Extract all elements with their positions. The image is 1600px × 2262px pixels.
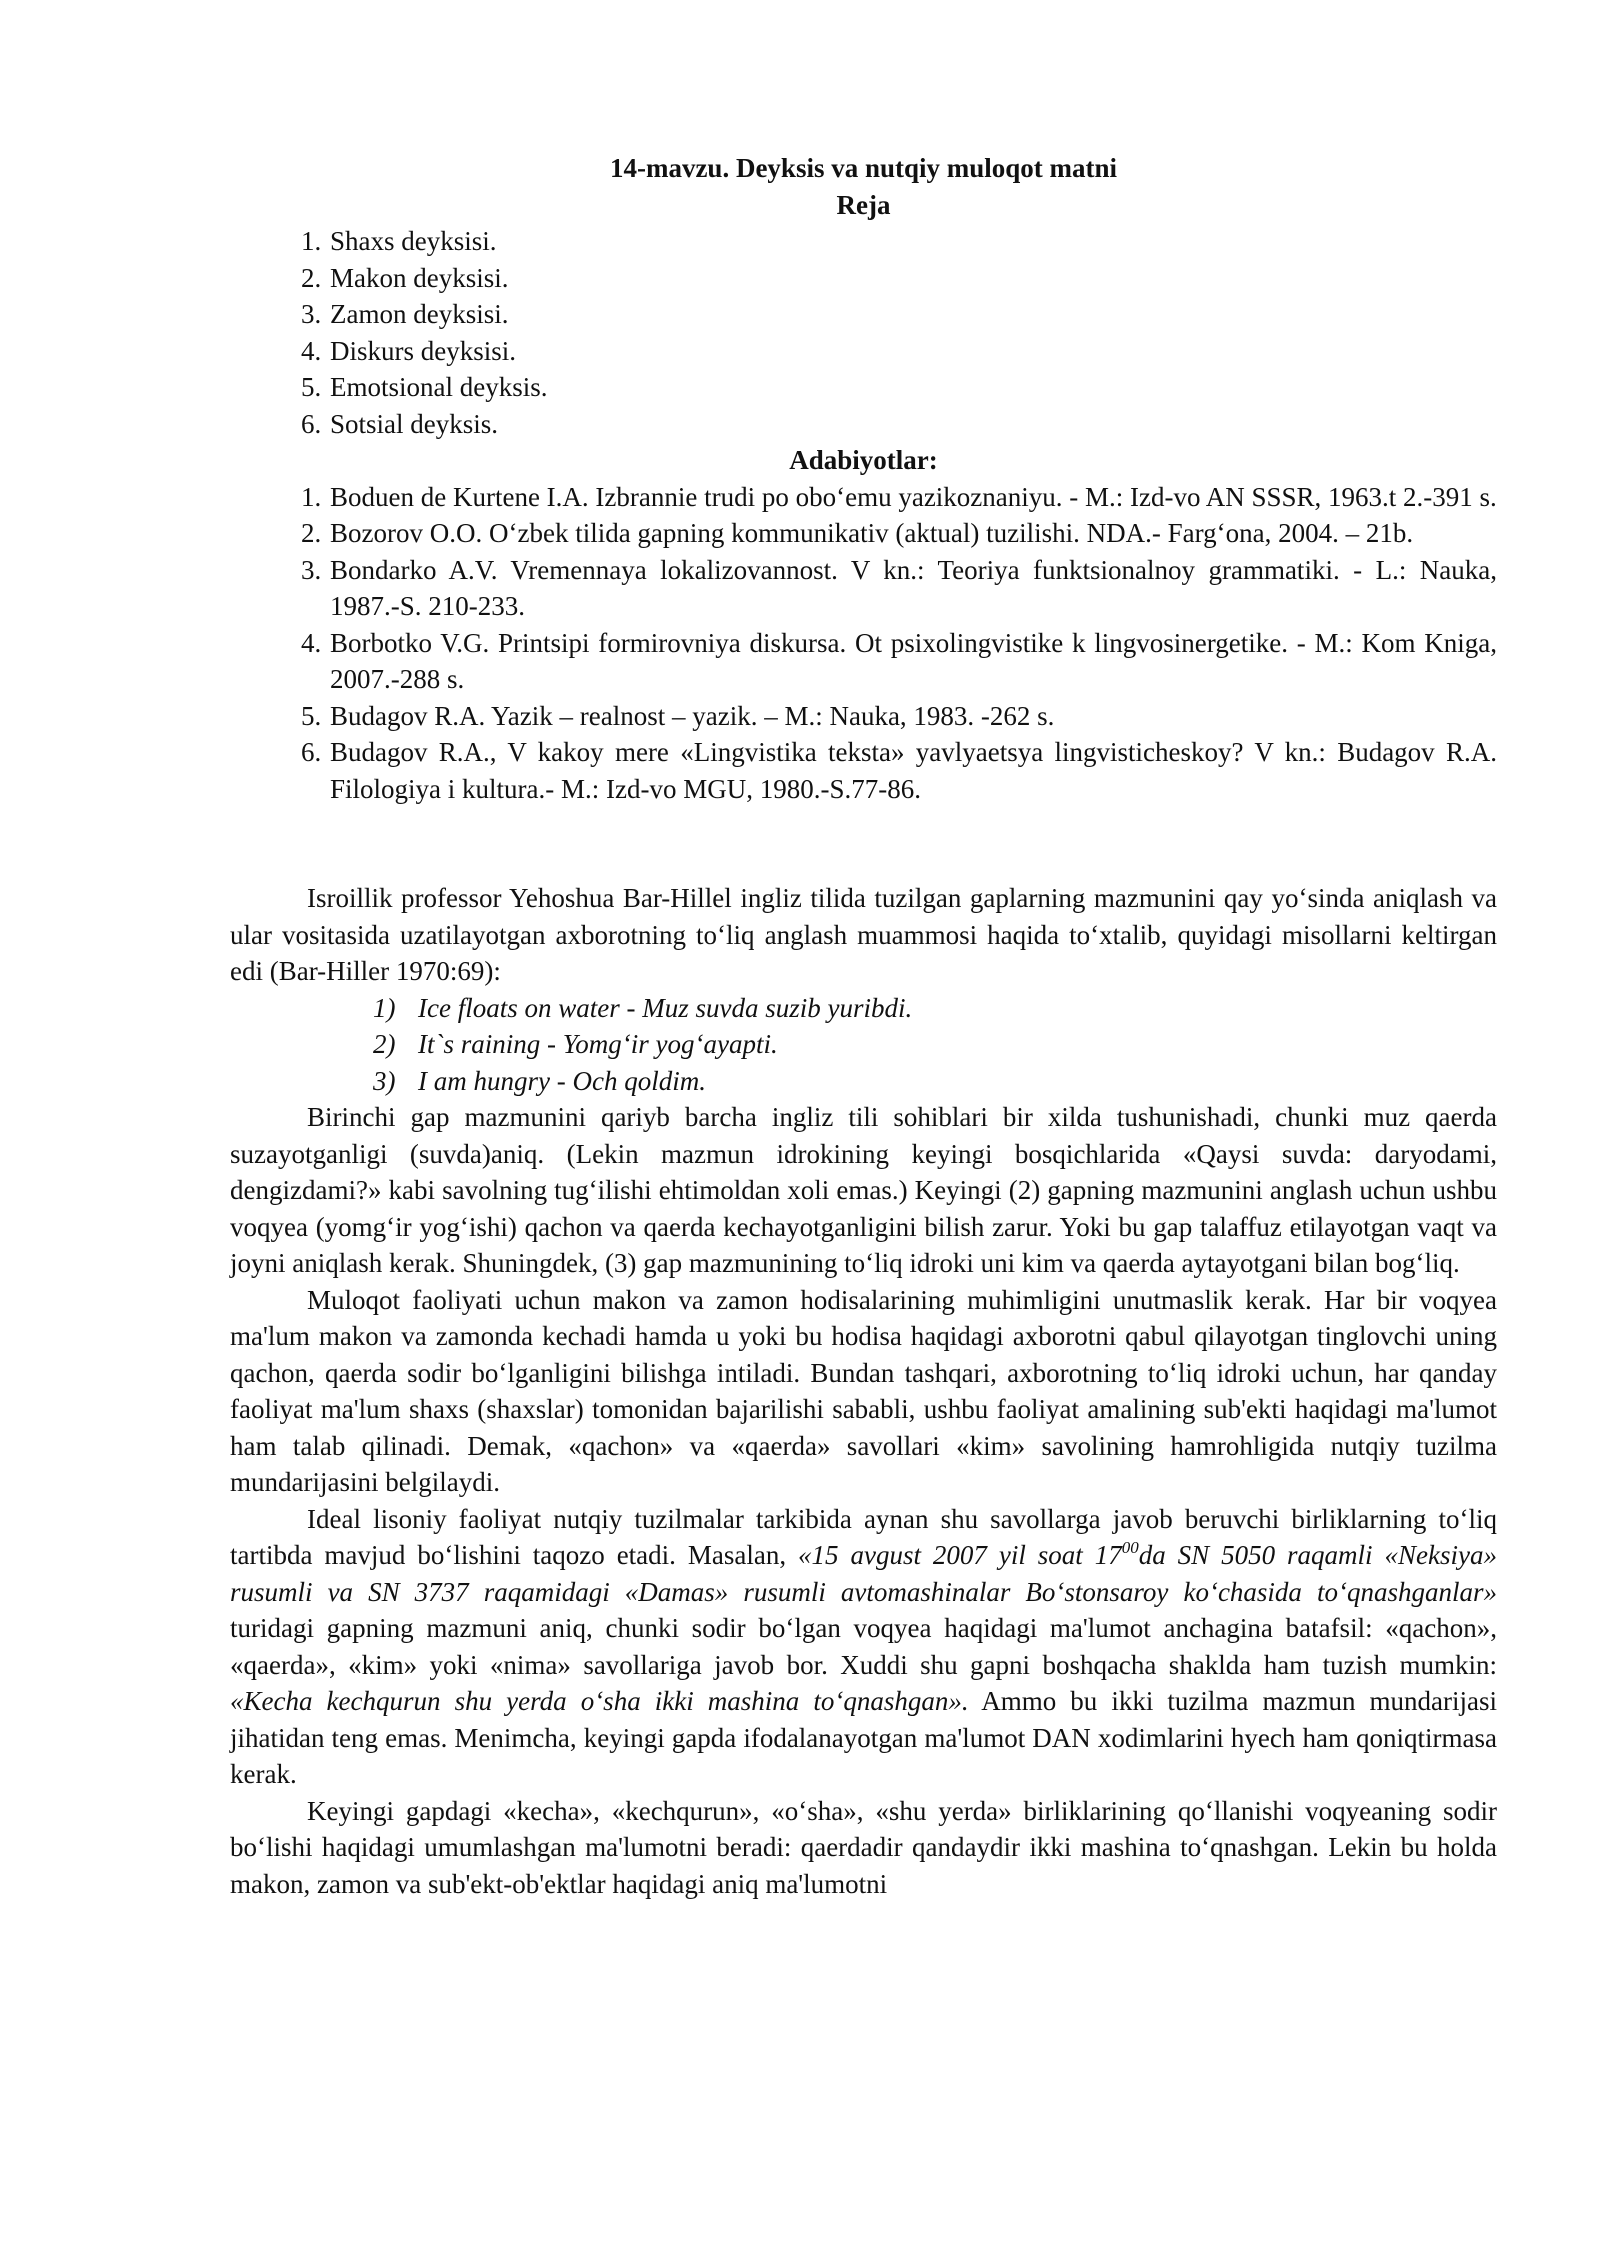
plan-list [230, 223, 1497, 442]
body-paragraph-2: Birinchi gap mazmunini qariyb barcha ingliz tili sohiblari bir xilda tushunishadi, chunki muz qaerda suzayotganligi (suvda)aniq. (Lekin mazmun idrokining keyingi bosqichlarida «Qaysi suvda: daryodami, dengizdami?» kabi savolning tug‘ilishi ehtimoldan xoli emas.) Keyingi (2) gapning mazmunini anglash uchun ushbu voqyea (yomg‘ir yog‘ishi) qachon va qaerda kechayotganligini bilish zarur. Yoki bu gap talaffuz etilayotgan vaqt va joyni aniqlash kerak. Shuningdek, (3) gap mazmunining to‘liq idroki uni kim va qaerda aytayotgani bilan bog‘liq. [230, 1102, 1497, 1278]
example-text: It`s raining - Yomg‘ir yog‘ayapti. [418, 1029, 778, 1059]
examples-list [230, 990, 1497, 1100]
example-item [373, 1026, 1497, 1063]
section-gap [230, 807, 1497, 880]
document-page [230, 150, 1497, 1902]
plan-heading: Reja [836, 189, 891, 220]
paragraph-text: Ammo bu ikki tuzilma mazmun mundarijasi jihatidan teng emas. Menimcha, keyingi gapda ifodalanayotgan ma'lumot DAN xodimlarini hyech ham qoniqtirmasa kerak. [230, 1686, 1497, 1789]
body-paragraph-4 [230, 1501, 1497, 1793]
reference-item: 2. Bozorov O.O. O‘zbek tilida gapning kommunikativ (aktual) tuzilishi. NDA.- Farg‘ona, 2004. – 21b. [328, 515, 1497, 552]
example-number: 1) [373, 992, 396, 1023]
paragraph-text: Ideal lisoniy faoliyat nutqiy tuzilmalar tarkibida aynan shu savollarga javob beruvchi birliklarning to‘liq tartibda mavjud bo‘lishini taqozo etadi. Masalan, [230, 1503, 1497, 1570]
body-paragraph-3: Muloqot faoliyati uchun makon va zamon hodisalarining muhimligini unutmaslik kerak. Har bir voqyea ma'lum makon va zamonda kechadi hamda u yoki bu hodisa haqidagi axborotni qabul qilayotgan tinglovchi uning qachon, qaerda sodir bo‘lganligini bilishga intiladi. Bundan tashqari, axborotning to‘liq idroki uchun, har qanday faoliyat ma'lum shaxs (shaxslar) tomonidan bajarilishi sababli, ushbu faoliyat amalining sub'ekti haqidagi ma'lumot ham talab qilinadi. Demak, «qachon» va «qaerda» savollari «kim» savolining hamrohligida nutqiy tuzilma mundarijasini belgilaydi. [230, 1284, 1497, 1497]
reference-item: 1. Boduen de Kurtene I.A. Izbrannie trudi po obo‘emu yazikoznaniyu. - M.: Izd-vo AN SSSR, 1963.t 2.-391 s. [328, 479, 1497, 516]
list-item: 2. Makon deyksisi. [328, 260, 1497, 297]
body-paragraph-1: Isroillik professor Yehoshua Bar-Hillel ingliz tilida tuzilgan gaplarning mazmunini qay yo‘sinda aniqlash va ular vositasida uzatilayotgan axborotning to‘liq anglash muammosi haqida to‘xtalib, quyidagi misollarni keltirgan edi (Bar-Hiller 1970:69): [230, 883, 1497, 986]
list-item: 3. Zamon deyksisi. [328, 296, 1497, 333]
list-item: 6. Sotsial deyksis. [328, 406, 1497, 443]
reference-item: 3. Bondarko A.V. Vremennaya lokalizovannost. V kn.: Teoriya funktsionalnoy grammatiki. - L.: Nauka, 1987.-S. 210-233. [328, 552, 1497, 625]
references-heading: Adabiyotlar: [789, 445, 938, 475]
list-item: 4. Diskurs deyksisi. [328, 333, 1497, 370]
page-title: 14-mavzu. Deyksis va nutqiy muloqot matni [609, 153, 1118, 183]
reference-item: 4. Borbotko V.G. Printsipi formirovniya diskursa. Ot psixolingvistike k lingvosinergetike. - M.: Kom Kniga, 2007.-288 s. [328, 625, 1497, 698]
example-text: Ice floats on water - Muz suvda suzib yuribdi. [418, 992, 913, 1023]
paragraph-text: turidagi gapning mazmuni aniq, chunki sodir bo‘lgan voqyea haqidagi ma'lumot anchagina batafsil: «qachon», «qaerda», «kim» yoki «nima» savollariga javob bor. Xuddi shu gapni boshqacha shaklda ham tuzish mumkin: [230, 1613, 1497, 1680]
italic-text: «15 avgust 2007 yil soat 17 [798, 1540, 1122, 1570]
italic-example: «Kecha kechqurun shu yerda o‘sha ikki mashina to‘qnashgan». [230, 1686, 969, 1716]
example-number: 2) [373, 1029, 396, 1059]
reference-item: 6. Budagov R.A., V kakoy mere «Lingvistika teksta» yavlyaetsya lingvisticheskoy? V kn.: Budagov R.A. Filologiya i kultura.- M.: Izd-vo MGU, 1980.-S.77-86. [328, 734, 1497, 807]
example-number: 3) [373, 1065, 396, 1096]
superscript-minutes: 00 [1121, 1538, 1139, 1557]
example-text: I am hungry - Och qoldim. [418, 1065, 706, 1096]
list-item: 5. Emotsional deyksis. [328, 369, 1497, 406]
list-item: 1. Shaxs deyksisi. [328, 223, 1497, 260]
references-list [230, 479, 1497, 808]
italic-text: da SN 5050 raqamli «Neksiya» rusumli va SN 3737 raqamidagi «Damas» rusumli avtomashinalar Bo‘stonsaroy ko‘chasida to‘qnashganlar» [230, 1540, 1497, 1607]
example-item [373, 990, 1497, 1027]
body-paragraph-5: Keyingi gapdagi «kecha», «kechqurun», «o‘sha», «shu yerda» birliklarining qo‘llanishi voqyeaning sodir bo‘lishi haqidagi umumlashgan ma'lumotni beradi: qaerdadir qandaydir ikki mashina to‘qnashgan. Lekin bu holda makon, zamon va sub'ekt-ob'ektlar haqidagi aniq ma'lumotni [230, 1795, 1497, 1899]
example-item [373, 1063, 1497, 1100]
reference-item: 5. Budagov R.A. Yazik – realnost – yazik. – M.: Nauka, 1983. -262 s. [328, 698, 1497, 735]
